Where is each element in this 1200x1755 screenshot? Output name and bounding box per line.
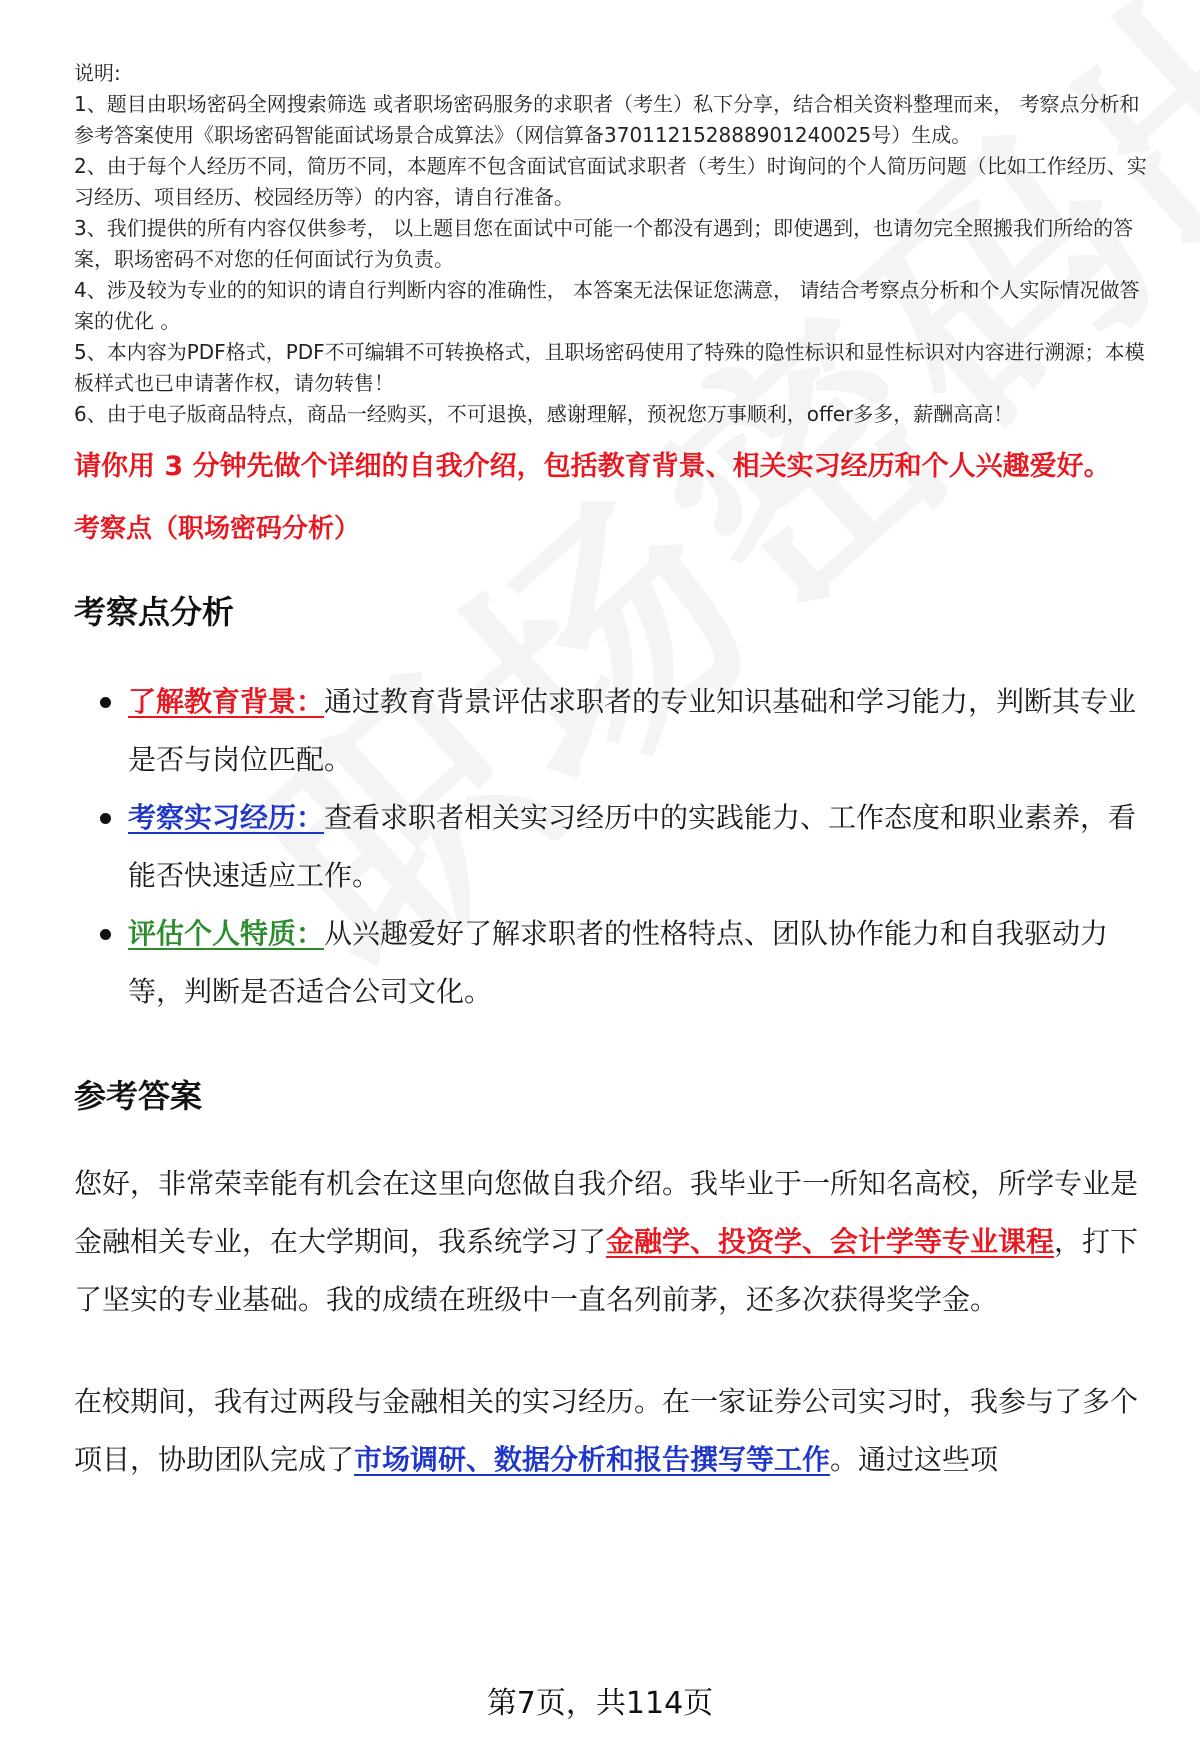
point-text: 通过教育背景评估求职者的专业知识基础和学习能力，判断其专业是否与岗位匹配。 <box>128 685 1137 776</box>
notes-line: 4、涉及较为专业的的知识的请自行判断内容的准确性， 本答案无法保证您满意， 请结合考察点分析和个人实际情况做答案的优化 。 <box>74 278 1140 333</box>
interview-question: 请你用 3 分钟先做个详细的自我介绍，包括教育背景、相关实习经历和个人兴趣爱好。 <box>74 451 1111 482</box>
notes-line: 2、由于每个人经历不同，简历不同，本题库不包含面试官面试求职者（考生）时询问的个人简历问题（比如工作经历、实习经历、项目经历、校园经历等）的内容，请自行准备。 <box>74 154 1147 209</box>
point-text: 查看求职者相关实习经历中的实践能力、工作态度和职业素养，看能否快速适应工作。 <box>128 801 1137 892</box>
analysis-point <box>128 673 1154 789</box>
notes-line: 说明: <box>74 61 121 85</box>
answer-paragraph <box>74 1155 1154 1329</box>
notes-line: 3、我们提供的所有内容仅供参考， 以上题目您在面试中可能一个都没有遇到；即使遇到，也请勿完全照搬我们所给的答案，职场密码不对您的任何面试行为负责。 <box>74 216 1134 271</box>
paragraph-text: ，打下了坚实的专业基础。我的成绩在班级中一直名列前茅，还多次获得奖学金。 <box>74 1225 1139 1316</box>
analysis-points <box>74 673 1154 1021</box>
notes-section <box>74 58 1154 430</box>
point-keyword: 了解教育背景： <box>128 685 325 718</box>
point-keyword: 评估个人特质： <box>128 917 325 950</box>
highlight-text: 金融学、投资学、会计学等专业课程 <box>606 1225 1055 1258</box>
analysis-point <box>128 789 1154 905</box>
notes-line: 1、题目由职场密码全网搜索筛选 或者职场密码服务的求职者（考生）私下分享，结合相关资料整理而来， 考察点分析和参考答案使用《职场密码智能面试场景合成算法》（网信算备370112152888901240025号）生成。 <box>74 92 1140 147</box>
notes-line: 5、本内容为PDF格式，PDF不可编辑不可转换格式，且职场密码使用了特殊的隐性标识和显性标识对内容进行溯源；本模板样式也已申请著作权，请勿转售！ <box>74 340 1145 395</box>
paragraph-text: 您好，非常荣幸能有机会在这里向您做自我介绍。我毕业于一所知名高校，所学专业是金融相关专业，在大学期间，我系统学习了 <box>74 1167 1139 1258</box>
point-keyword: 考察实习经历： <box>128 801 325 834</box>
analysis-heading: 考察点分析 <box>74 593 235 631</box>
answer-heading: 参考答案 <box>74 1077 203 1115</box>
page-footer: 第7页，共114页 <box>486 1686 714 1721</box>
analysis-point <box>128 905 1154 1021</box>
point-text: 从兴趣爱好了解求职者的性格特点、团队协作能力和自我驱动力等，判断是否适合公司文化。 <box>128 917 1109 1008</box>
paragraph-text: 在校期间，我有过两段与金融相关的实习经历。在一家证券公司实习时，我参与了多个项目，协助团队完成了 <box>74 1385 1139 1476</box>
notes-line: 6、由于电子版商品特点，商品一经购买，不可退换，感谢理解，预祝您万事顺利，offer多多，薪酬高高！ <box>74 402 1014 426</box>
highlight-text: 市场调研、数据分析和报告撰写等工作 <box>354 1443 831 1476</box>
analysis-label: 考察点（职场密码分析） <box>74 514 361 544</box>
document-page <box>74 58 1154 1489</box>
answer-paragraph <box>74 1373 1154 1489</box>
paragraph-text: 。通过这些项 <box>830 1443 999 1476</box>
